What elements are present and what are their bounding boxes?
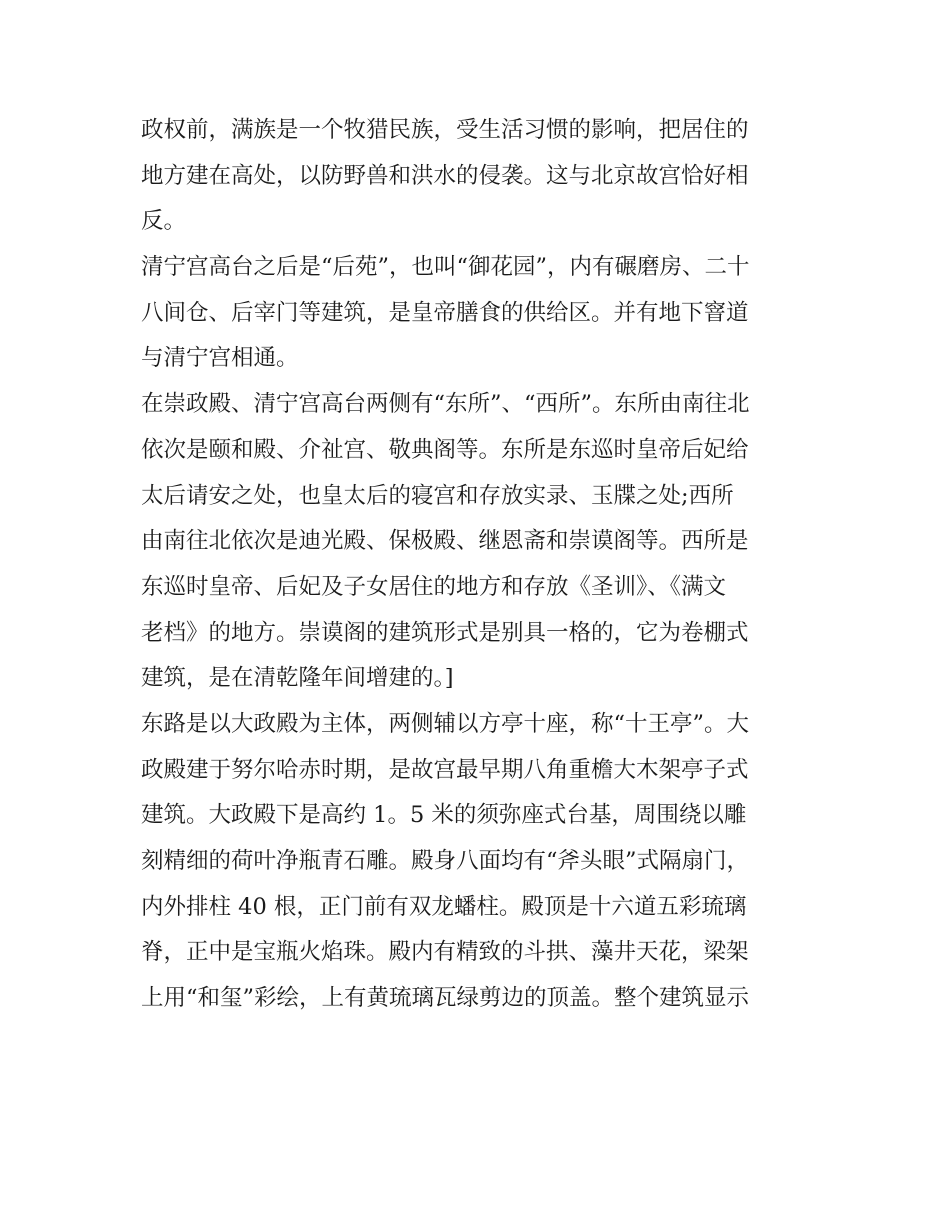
text-line: 依次是颐和殿、介祉宫、敬典阁等。东所是东巡时皇帝后妃给 <box>141 436 749 463</box>
text-line: 与清宁宫相通。 <box>141 345 299 372</box>
text-line: 太后请安之处，也皇太后的寝宫和存放实录、玉牒之处;西所 <box>141 482 734 509</box>
text-line: 上用“和玺”彩绘，上有黄琉璃瓦绿剪边的顶盖。整个建筑显示 <box>141 985 750 1012</box>
text-line: 八间仓、后宰门等建筑，是皇帝膳食的供给区。并有地下窨道 <box>141 299 749 326</box>
text-line: 建筑。大政殿下是高约 1。5 米的须弥座式台基，周围绕以雕 <box>141 802 747 829</box>
text-line: 政权前，满族是一个牧猎民族，受生活习惯的影响，把居住的 <box>141 117 749 143</box>
text-line: 东巡时皇帝、后妃及子女居住的地方和存放《圣训》、《满文 <box>141 573 727 600</box>
text-line: 地方建在高处，以防野兽和洪水的侵袭。这与北京故宫恰好相 <box>141 162 749 189</box>
text-line: 脊，正中是宝瓶火焰珠。殿内有精致的斗拱、藻井天花，梁架 <box>141 939 749 966</box>
document-body-text <box>141 108 821 1022</box>
text-line: 老档》的地方。崇谟阁的建筑形式是别具一格的，它为卷棚式 <box>141 619 749 646</box>
text-line: 政殿建于努尔哈赤时期，是故宫最早期八角重檐大木架亭子式 <box>141 756 749 783</box>
text-line: 刻精细的荷叶净瓶青石雕。殿身八面均有“斧头眼”式隔扇门， <box>141 848 750 874</box>
text-line: 由南往北依次是迪光殿、保极殿、继恩斋和崇谟阁等。西所是 <box>141 528 749 555</box>
text-line: 建筑，是在清乾隆年间增建的。] <box>141 665 454 692</box>
text-line: 反。 <box>141 208 187 235</box>
text-line: 内外排柱 40 根，正门前有双龙蟠柱。殿顶是十六道五彩琉璃 <box>141 893 747 920</box>
text-line: 清宁宫高台之后是“后苑”，也叫“御花园”，内有碾磨房、二十 <box>141 254 750 281</box>
text-line: 东路是以大政殿为主体，两侧辅以方亭十座，称“十王亭”。大 <box>141 710 750 737</box>
text-line: 在崇政殿、清宁宫高台两侧有“东所”、“西所”。东所由南往北 <box>141 391 750 418</box>
